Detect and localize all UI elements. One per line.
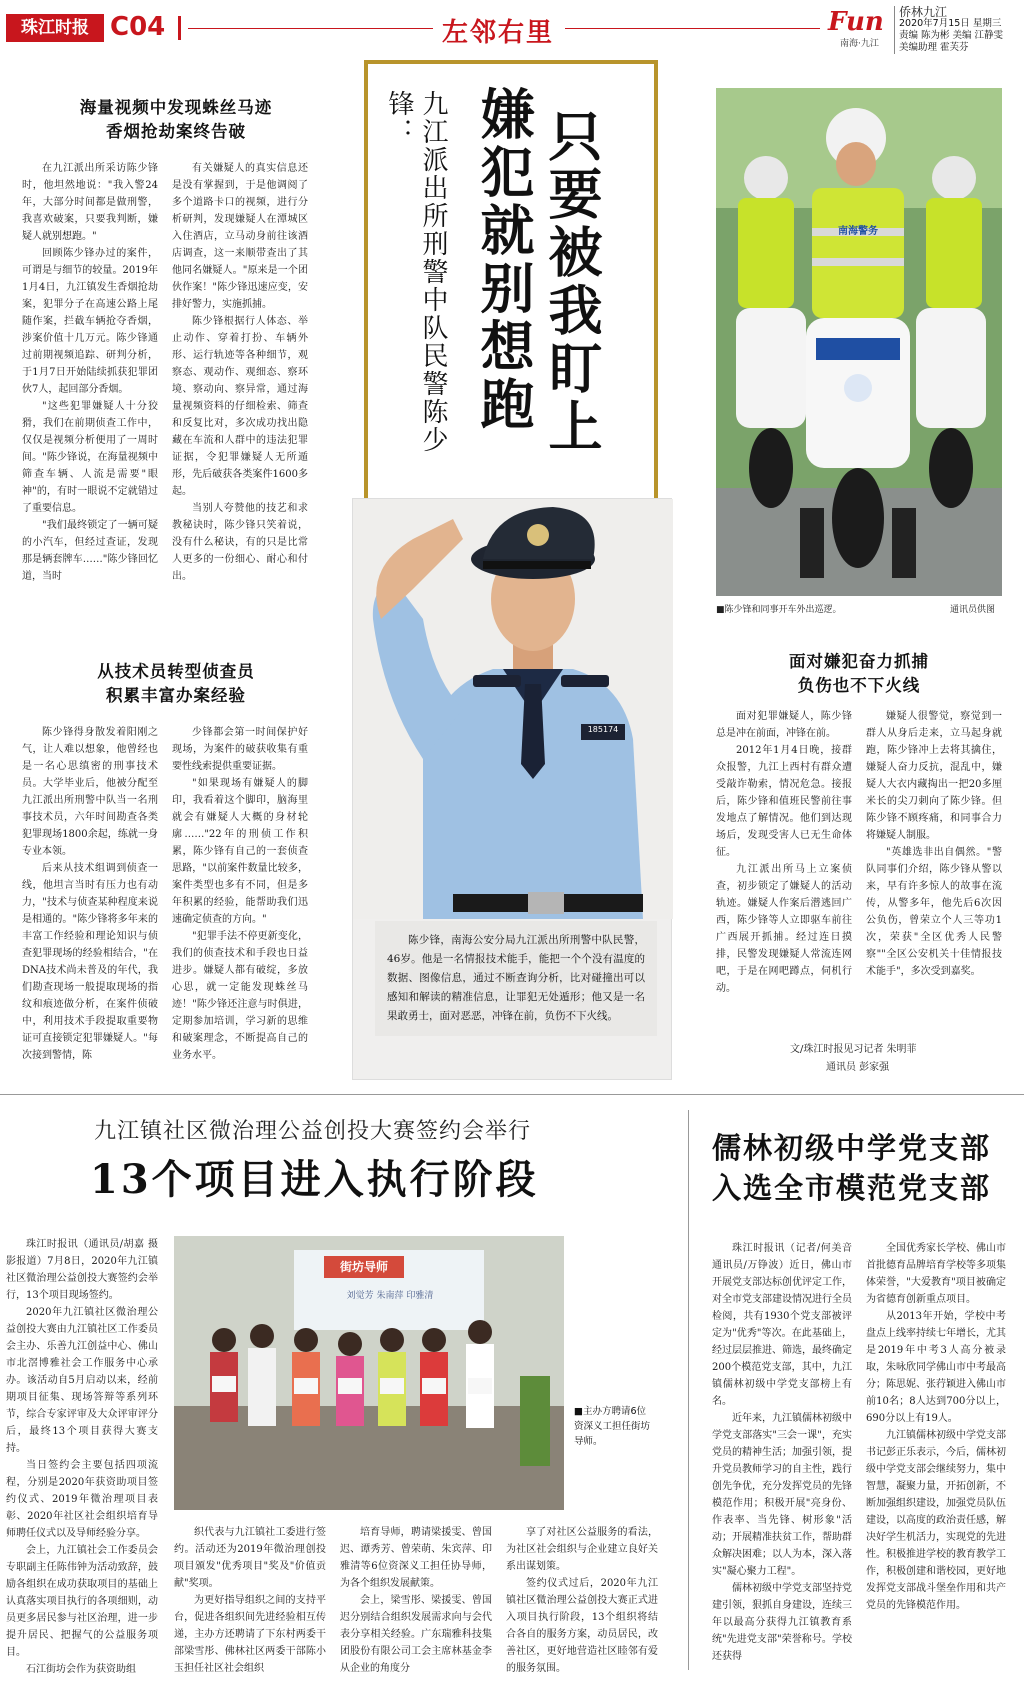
logo-subtext: 南海·九江 (840, 39, 879, 49)
paragraph: 石江街坊会作为获资助组 (26, 1664, 136, 1675)
issue-date: 2020年7月15日 星期三 (899, 18, 1002, 29)
header-rule-left (188, 28, 433, 29)
article3-headline-line2: 负伤也不下火线 (797, 676, 921, 695)
paragraph: "如果现场有嫌疑人的脚印，我看着这个脚印，脑海里就会有嫌疑人大概的身材轮廓……"22年的刑侦工作积累，陈少锋有自己的一套侦查思路，"以前案件数量比较多，案件类型也多有不同，但是多年积累的经验，能帮助我们迅速确定侦查的方向。" (172, 778, 308, 925)
feature-title-line1[interactable]: 嫌犯就别想跑 (472, 86, 535, 434)
article2-column-2 (172, 724, 308, 1074)
paragraph: 面对犯罪嫌疑人，陈少锋总是冲在前面，冲锋在前。 (716, 711, 852, 739)
paragraph: 从2013年开始，学校中考盘点上线率持续七年增长，尤其是2019年中考3人高分被录取，朱咏欣同学佛山市中考最高分；陈思妮、张荇颖进入佛山市前10名；8人达到700分以上，690分以上有19人。 (866, 1311, 1006, 1424)
header-rule-right (565, 28, 820, 29)
paragraph: 会上，梁雪彤、梁援雯、曾国迟分别结合组织发展需求向与会代表分享相关经验。广东瑞雅科技集团股份有限公司工会主席林基金李从企业的角度分 (340, 1595, 492, 1674)
article2-headline-line2: 积累丰富办案经验 (106, 686, 246, 705)
header-divider (178, 16, 181, 40)
article2-headline-line1: 从技术员转型侦查员 (97, 662, 255, 681)
paragraph: 当日签约会主要包括四项流程，分别是2020年获资助项目签约仪式、2019年微治理项目表彰、2020年社区社会组织培育导师聘任仪式以及导师经验分享。 (6, 1460, 158, 1539)
paragraph: 九江派出所马上立案侦查，初步锁定了嫌疑人的活动轨迹。嫌疑人作案后潜逃回广西，陈少锋等人立即驱车前往广西展开抓捕。经过连日摸排，民警发现嫌疑人常流连网吧，于是在网吧蹲点，伺机行动。 (716, 864, 852, 994)
article4-column-2 (174, 1524, 326, 1676)
paragraph: 珠江时报讯（通讯员/胡嘉 摄影报道）7月8日，2020年九江镇社区微治理公益创投大赛签约会举行，13个项目现场签约。 (6, 1239, 158, 1301)
column-name: 侨林九江 (899, 5, 948, 19)
paragraph: 享了对社区公益服务的看法，为社区社会组织与企业建立良好关系出谋划策。 (506, 1527, 658, 1572)
article2-headline[interactable] (20, 660, 332, 708)
paragraph: 珠江时报讯（记者/何美音 通讯员/万铮波）近日，佛山市开展党支部达标创优评定工作，对全市党支部建设情况进行全员检阅，共有1930个党支部被评定为"优秀"等次。在此基础上，经过层层推进、筛选，最终确定200个模范党支部，其中，九江镇儒林初级中学党支部榜上有名。 (712, 1243, 852, 1407)
article5-title-line2: 入选全市模范党支部 (712, 1171, 992, 1205)
article3-column-1 (716, 708, 852, 1014)
article3-column-2 (866, 708, 1002, 1014)
article1-column-2 (172, 160, 308, 602)
portrait-bio: 陈少锋，南海公安分局九江派出所刑警中队民警，46岁。他是一名情报技术能手，能把一个个没有温度的数据、图像信息，通过不断查询分析，比对碰撞出可以感知和解读的精准信息，让罪犯无处遁形；他又是一名果敢勇士，面对恶恶，冲锋在前，负伤不下火线。 (375, 921, 657, 1036)
article4-column-3 (340, 1524, 492, 1676)
article4-column-1 (6, 1236, 158, 1676)
paragraph: 陈少锋根据行人体态、举止动作、穿着打扮、车辆外形、运行轨迹等各种细节，观察态、观动作、观细态、察环境、察动向、察异常，通过海量视频资料的仔细检索、筛查和反复比对，多次成功找出隐藏在车流和人群中的违法犯罪证据，令犯罪嫌疑人无所遁形，先后破获各类案件1600多起。 (172, 316, 308, 497)
paragraph: 儒林初级中学党支部坚持党建引领，狠抓自身建设，连续三年以最高分获得九江镇教育系统"先进党支部"荣誉称号。学校还获得 (712, 1583, 852, 1662)
signing-photo-caption: ■主办方聘请6位资深义工担任街坊导师。 (574, 1406, 651, 1447)
paragraph: 当别人夸赞他的技艺和求教秘诀时，陈少锋只笑着说，没有什么秘诀，有的只是比常人更多的一份细心、耐心和付出。 (172, 503, 308, 582)
officer-portrait (352, 498, 672, 1080)
editor-credit: 责编 陈为彬 美编 江静雯 (899, 30, 1004, 41)
banner-names: 刘觉芳 朱南萍 印雅清 (346, 1291, 434, 1301)
patrol-photo-credit: 通讯员供图 (950, 605, 996, 615)
paragraph: 2020年九江镇社区微治理公益创投大赛由九江镇社区工作委员会主办、乐善九江创益中心、佛山市北滘博雅社会工作服务中心承办。该活动自5月启动以来，经前期项目征集、现场答辩等系列环节，综合专家评审及大众评审评分后，最终13个项目获得大赛支持。 (6, 1307, 158, 1454)
motorcycle-patrol-illustration (716, 88, 1002, 596)
section-divider (0, 1094, 1024, 1095)
paragraph: 后来从技术组调到侦查一线，他坦言当时有压力也有动力，"技术与侦查某种程度来说是相通的。"陈少锋将多年来的丰富工作经验和理论知识与侦查犯罪现场的经验相结合，"在DNA技术尚未普及的年代，我们勘查现场一般提取现场的指纹和痕迹做分析，在案件侦破中，利用技术手段提取重要物证可直接锁定犯罪嫌疑人。"每次接到警情，陈 (22, 863, 158, 1061)
article3-headline[interactable] (716, 650, 1002, 698)
paragraph: "这些犯罪嫌疑人十分狡猾，我们在前期侦查工作中，仅仅是视频分析便用了一周时间。"陈少锋说，在海量视频中筛查车辆、人流是需要"眼神"的，有时一眼说不定就错过了重要信息。 (22, 401, 158, 514)
issue-meta (894, 6, 1022, 54)
article5-title[interactable] (712, 1128, 991, 1208)
patrol-photo[interactable] (716, 88, 1002, 596)
paragraph: 全国优秀家长学校、佛山市首批德育品牌培育学校等多项集体荣誉，"大爱教育"项目被确定为省德育创新重点项目。 (866, 1243, 1006, 1305)
paragraph: 九江镇儒林初级中学党支部书记彭正乐表示，今后，儒林初级中学党支部会继续努力，集中智慧，凝聚力量，开拓创新，不断加强组织建设，加强党员队伍建设，以高度的政治责任感，解决好学生机活力，实现党的先进性。积极推进学校的教育教学工作，积极创建和谐校园，更好地发挥党支部战斗堡垒作用和共产党员的先锋模范作用。 (866, 1430, 1006, 1611)
assistant-credit: 美编助理 霍芙芬 (899, 42, 969, 53)
article3-headline-line1: 面对嫌犯奋力抓捕 (789, 652, 929, 671)
article4-title[interactable]: 13个项目进入执行阶段 (90, 1156, 539, 1203)
paragraph: 为更好指导组织之间的支持平台，促进各组织间先进经验相互传递，主办方还聘请了下东村两委干部梁雪彤、佛林社区两委干部陈小玉担任社区社会组织 (174, 1595, 326, 1674)
fun-logo (828, 8, 890, 48)
vest-text: 南海警务 (838, 226, 878, 237)
paragraph: 陈少锋得身散发着阳刚之气，让人难以想象，他曾经也是一名心思缜密的刑事技术员。大学毕业后，他被分配至九江派出所刑警中队当一名刑事技术员，六年时间勘查各类犯罪现场1800余起，练就一身专业本领。 (22, 727, 158, 857)
paragraph: 2012年1月4日晚，接群众报警，九江上西村有群众遭受敲诈勒索，情况危急。接报后，陈少锋和值班民警前往事发地点了解情况。他们到达现场后，发现受害人已无生命体征。 (716, 745, 852, 858)
article4-column-4 (506, 1524, 658, 1676)
saluting-officer-illustration (353, 499, 673, 919)
banner-title: 街坊导师 (339, 1260, 388, 1274)
paragraph: 会上，九江镇社会工作委员会专职副主任陈伟钟为活动致辞，鼓励各组织在成功获取项目的基础上认真落实项目执行的各项细则，动员更多居民参与社区治理，进一步提升居民、把握气的公益服务项目。 (6, 1545, 158, 1658)
paragraph: 近年来，九江镇儒林初级中学党支部落实"三会一课"，充实党员的精神生活；加强引领，提升党员教师学习的自主性，践行创先争优，充分发挥党员的先锋模范作用；积极开展"亮身份、作表率、当先锋、树形象"活动；开展精准扶贫工作，帮助群众解决困难；以人为本，深入落实"凝心聚力工程"。 (712, 1413, 852, 1577)
feature-title-box (364, 60, 658, 508)
section-name[interactable]: 左邻右里 (442, 18, 555, 48)
article2-column-1 (22, 724, 158, 1074)
page-number: C04 (110, 12, 166, 42)
article1-headline-line1: 海量视频中发现蛛丝马迹 (79, 98, 273, 117)
logo-text: Fun (828, 7, 884, 37)
article5-column-2 (866, 1240, 1006, 1676)
column-divider (688, 1110, 689, 1670)
article3-byline-1: 文/珠江时报见习记者 朱明菲 (790, 1044, 917, 1055)
signing-ceremony-photo[interactable] (174, 1236, 564, 1510)
paragraph: 少锋都会第一时间保护好现场，为案件的破获收集有重要性线索提供重要证据。 (172, 727, 308, 772)
article4-subtitle: 九江镇社区微治理公益创投大赛签约会举行 (94, 1119, 532, 1144)
article5-title-line1: 儒林初级中学党支部 (712, 1131, 992, 1165)
feature-kicker: 九江派出所刑警中队民警陈少锋： (384, 90, 448, 454)
article1-headline[interactable] (20, 96, 332, 144)
paragraph: "英雄选非出自偶然。"警队同事们介绍，陈少锋从警以来，早有许多惊人的故事在流传，从警多年，他先后6次因公负伤，曾荣立个人三等功1次，荣获"全区优秀人民警察""全区公安机关十佳情报技术能手"，多次受到嘉奖。 (866, 847, 1002, 977)
paragraph: 织代表与九江镇社工委进行签约。活动还为2019年微治理创投项目颁发"优秀项目"奖及"价值贡献"奖项。 (174, 1527, 326, 1589)
paragraph: 有关嫌疑人的真实信息还是没有掌握到，于是他调阅了多个道路卡口的视频，进行分析研判，发现嫌疑人在潭城区入住酒店，立马动身前往该酒店调查，这一来顺带查出了其他同名嫌疑人。"原来是一个团伙作案！"陈少锋迅速应变，安排好警力，实施抓捕。 (172, 163, 308, 310)
paragraph: "犯罪手法不停更新变化，我们的侦查技术和手段也日益进步。嫌疑人都有破绽，多放心思，就一定能发现蛛丝马迹！"陈少锋还注意与时俱进，定期参加培训，学习新的思维和破案理念，不断提高自己的业务水平。 (172, 931, 308, 1061)
paragraph: 嫌疑人很警觉，察觉到一群人从身后走来，立马起身就跑，陈少锋冲上去将其擒住，嫌疑人奋力反抗，混乱中，嫌疑人大衣内藏掏出一把20多厘米长的尖刀刺向了陈少锋。但陈少锋不顾疼痛，和同事合力将嫌疑人制服。 (866, 711, 1002, 841)
feature-title-line2[interactable]: 只要被我盯上 (540, 108, 603, 456)
paragraph: 签约仪式过后，2020年九江镇社区微治理公益创投大赛正式进入项目执行阶段，13个组织将结合各自的服务方案，动员居民，改善社区，更好地营造社区睦邻有爱的服务氛围。 (506, 1578, 658, 1674)
patrol-photo-caption: ■陈少锋和同事开车外出巡逻。 (716, 605, 842, 615)
paragraph: "我们最终锁定了一辆可疑的小汽车，但经过查证，发现那是辆套牌车……"陈少锋回忆道，当时 (22, 520, 158, 582)
masthead (0, 0, 1024, 52)
article5-column-1 (712, 1240, 852, 1676)
paragraph: 回顾陈少锋办过的案件，可谓是与细节的较量。2019年1月4日，九江镇发生香烟抢劫案，犯罪分子在高速公路上尾随作案，拦截车辆抢夺香烟，涉案价值十几万元。陈少锋通过前期视频追踪、研判分析，于1月7日开始陆续抓获犯罪团伙7人，起回部分香烟。 (22, 248, 158, 395)
paragraph: 培育导师，聘请梁援雯、曾国迟、谭秀芳、曾荣萌、朱宾萍、印雅清等6位资深义工担任协导师，为各个组织发展献策。 (340, 1527, 492, 1589)
shoulder-badge-number: 185174 (587, 725, 619, 734)
group-photo-illustration (174, 1236, 564, 1510)
article1-column-1 (22, 160, 158, 602)
paragraph: 在九江派出所采访陈少锋时，他坦然地说："我入警24年，大部分时间都是做刑警，我喜欢破案，只要我判断，嫌疑人就别想跑。" (22, 163, 158, 242)
article1-headline-line2: 香烟抢劫案终告破 (106, 122, 246, 141)
article3-byline-2: 通讯员 彭家强 (826, 1062, 890, 1073)
paper-name[interactable]: 珠江时报 (6, 14, 104, 42)
